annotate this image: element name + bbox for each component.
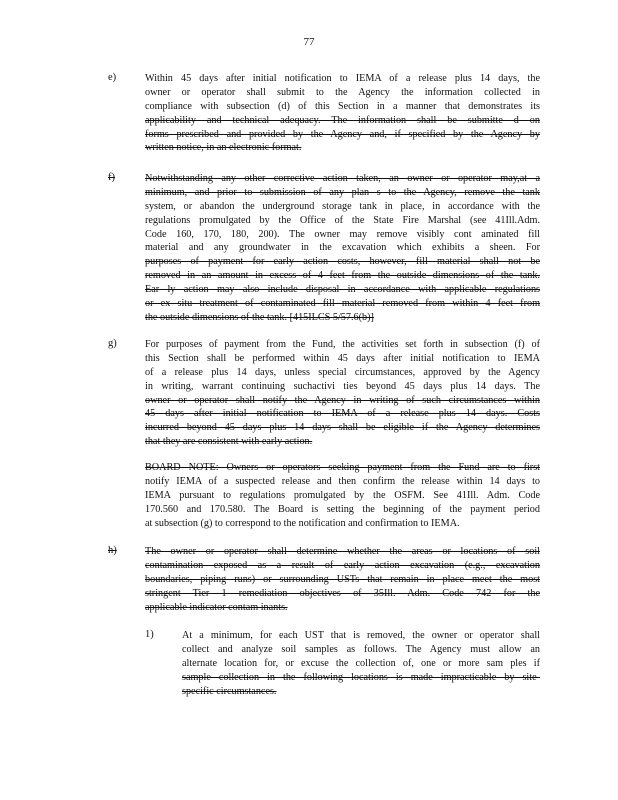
struck-text-line: boundaries, piping runs) or surrounding USTs that remain in place meet the most [145,573,540,585]
struck-text-line: specific circumstances. [182,685,277,697]
text-line: owner or operator shall submit to the Agency the information collected in [145,86,540,98]
section-g-text [145,338,540,449]
section-label-g: g) [108,338,117,349]
section-label-e: e) [108,72,117,83]
struck-text-line: removed in an amount in excess of 4 feet from the outside dimensions of the tank. [145,270,540,282]
struck-text-line: Ear ly action may also include disposal in accordance with applicable regulations [145,284,540,296]
text-line: at subsection (g) to correspond to the notification and confirmation to IEMA. [145,517,460,529]
struck-text-line: incurred beyond 45 days plus 14 days shall be eligible if the Agency determines [145,422,540,434]
struck-text-line: The owner or operator shall determine whether the areas or locations of soil [145,546,540,557]
text-line: 170.560 and 170.580. The Board is setting the beginning of the payment period [145,503,540,515]
page-number: 77 [303,36,315,48]
struck-text-line: that they are consistent with early action. [145,436,313,448]
section-label-h: h) [108,545,117,556]
subsection-label-1: 1) [145,629,154,640]
text-line: in writing, warrant continuing suchactivi ties beyond 45 days plus 14 days. The [145,380,540,392]
struck-text-line: the outside dimensions of the tank. [415ILCS 5/57.6(b)] [145,311,374,323]
struck-text-line: or ex situ treatment of contaminated fill material removed from within 4 feet from [145,298,540,310]
board-note [145,461,540,530]
struck-text-line: forms prescribed and provided by the Agency and, if specified by the Agency by [145,128,540,140]
text-line: notify IEMA of a suspected release and then confirm the release within 14 days to [145,475,540,487]
text-line: IEMA pursuant to regulations promulgated by the OSFM. See 41Ill. Adm. Code [145,489,540,501]
text-line: alternate location for, or excuse the collection of, one or more sam ples if [182,657,540,669]
struck-text-line: minimum, and prior to submission of any plan s to the Agency, remove the tank [145,186,540,198]
struck-text-line: owner or operator shall notify the Agency in writing of such circumstances within [145,394,540,406]
section-label-f: f) [108,172,115,183]
subsection-1-text [182,629,540,698]
text-line: Within 45 days after initial notification to IEMA of a release plus 14 days, the [145,73,540,84]
text-line: system, or abandon the underground storage tank in place, in accordance with the [145,200,540,212]
struck-text-line: 45 days after initial notification to IEMA of a release plus 14 days. Costs [145,408,540,420]
text-line: compliance with subsection (d) of this Section in a manner that demonstrates its [145,100,540,112]
section-h-text [145,545,540,614]
text-line: collect and analyze soil samples as follows. The Agency must allow an [182,643,540,655]
struck-text-line: purposes of payment for early action costs, however, fill material shall not be [145,256,540,268]
struck-text-line: written notice, in an electronic format. [145,142,302,154]
text-line: For purposes of payment from the Fund, the activities set forth in subsection (f) of [145,339,540,350]
struck-text-line: sample collection in the following locations is made impracticable by site- [182,671,540,683]
struck-text-line: Notwithstanding any other corrective action taken, an owner or operator may,at a [145,173,540,184]
section-e-text [145,72,540,155]
text-line: material and any groundwater in the excavation which exhibits a sheen. For [145,242,540,254]
text-line: Code 160, 170, 180, 200). The owner may remove visibly cont aminated fill [145,228,540,240]
struck-text-line: contamination exposed as a result of early action excavation (e.g., excavation [145,559,540,571]
text-line: At a minimum, for each UST that is removed, the owner or operator shall [182,630,540,641]
struck-text-line: stringent Tier 1 remediation objectives of 35Ill. Adm. Code 742 for the [145,587,540,599]
struck-text-line: BOARD NOTE: Owners or operators seeking payment from the Fund are to first [145,462,540,473]
text-line: regulations promulgated by the Office of the State Fire Marshal (see 41Ill.Adm. [145,214,540,226]
text-line: of a release plus 14 days, unless special circumstances, approved by the Agency [145,366,540,378]
struck-text-line: applicable indicator contam inants. [145,601,288,613]
text-line: this Section shall be performed within 45 days after initial notification to IEMA [145,352,540,364]
struck-text-line: applicability and technical adequacy. The information shall be submitte d on [145,114,540,126]
section-f-text [145,172,540,325]
